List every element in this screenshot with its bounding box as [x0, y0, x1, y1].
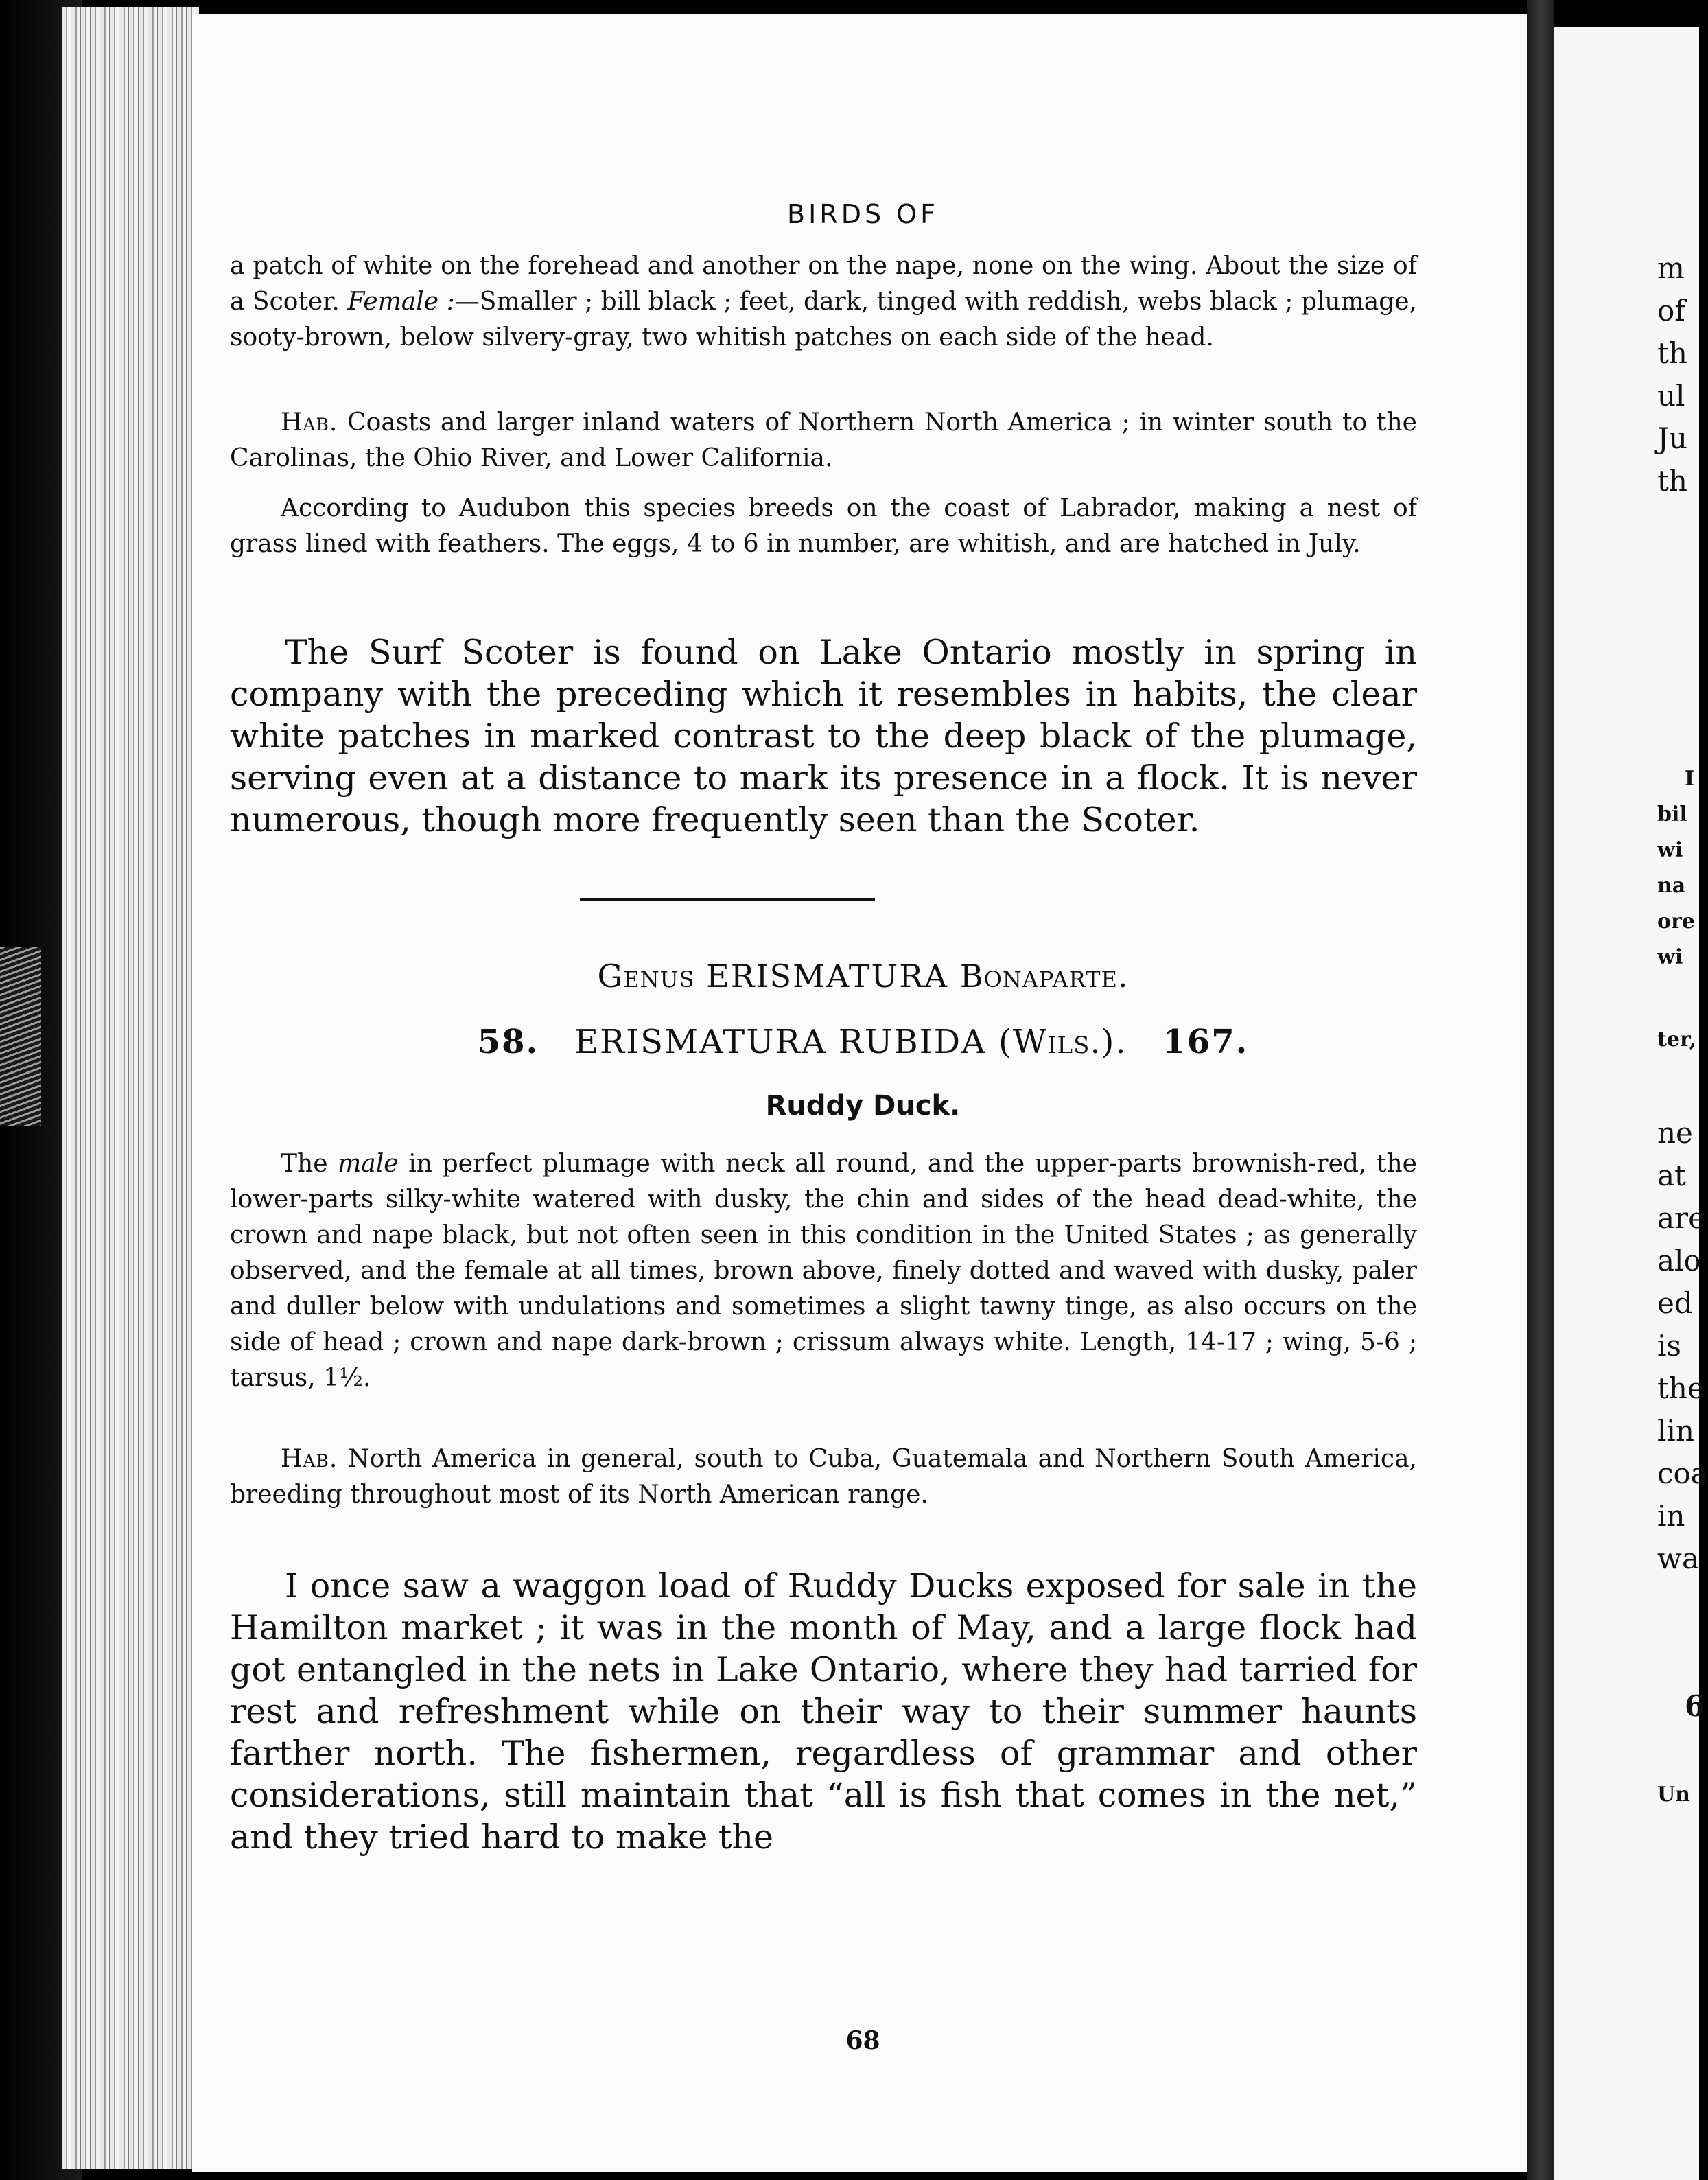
running-head: BIRDS OF — [787, 199, 939, 229]
species-heading — [192, 1023, 1534, 1061]
page-number: 68 — [845, 2026, 880, 2055]
species-number: 58. — [477, 1023, 539, 1061]
facing-frag: the — [1657, 1371, 1705, 1405]
male-description — [230, 1146, 1417, 1396]
facing-frag: ore — [1657, 909, 1695, 934]
facing-frag: ne — [1657, 1116, 1693, 1150]
genus-prefix: Genus — [597, 958, 695, 995]
male-desc-start: The — [281, 1150, 338, 1178]
facing-frag: lin — [1657, 1414, 1694, 1448]
facing-frag: is — [1657, 1329, 1681, 1362]
facing-frag: alo — [1657, 1244, 1701, 1277]
female-desc-rest: —Smaller ; bill black ; feet, dark, tinged with reddish, webs black ; plumage, sooty-brown, below silvery-gray, two whitish patches on each side of the head. — [230, 288, 1417, 351]
bookmark-ribbon — [0, 947, 41, 1126]
common-name: Ruddy Duck. — [765, 1090, 961, 1122]
male-desc-rest: in perfect plumage with neck all round, and the upper-parts brownish-red, the lower-parts silky-white watered with dusky, the chin and sides of the head dead-white, the crown and nape black, but not often seen in this condition in the United States ; as generally observed, and the female at all times, brown above, finely dotted and waved with dusky, paler and duller below with undulations and sometimes a slight tawny tinge, as also occurs on the side of head ; crown and nape dark-brown ; crissum always white. Length, 14-17 ; wing, 5-6 ; tarsus, 1½. — [230, 1150, 1417, 1392]
facing-page — [1554, 27, 1708, 2180]
facing-frag: wi — [1657, 945, 1683, 969]
facing-frag: I — [1685, 767, 1695, 791]
audubon-paragraph: According to Audubon this species breeds on the coast of Labrador, making a nest of grass lined with feathers. The eggs, 4 to 6 in number, are whitish, and are hatched in July. — [230, 494, 1417, 558]
species-author-open: ( — [998, 1023, 1013, 1061]
facing-frag: m — [1657, 251, 1685, 285]
female-desc-start: a patch of white on the forehead and another on the nape, none on the wing. About the size of a Scoter. — [230, 252, 1417, 316]
facing-frag: Ju — [1657, 421, 1687, 455]
male-label: male — [338, 1150, 399, 1178]
facing-frag: wa — [1657, 1542, 1699, 1575]
species-name: ERISMATURA RUBIDA — [574, 1023, 987, 1061]
facing-frag: wi — [1657, 838, 1683, 862]
facing-frag: ter, — [1657, 1028, 1697, 1052]
aou-number: 167. — [1162, 1023, 1249, 1061]
genus-name: ERISMATURA — [706, 958, 949, 995]
female-label: Female : — [347, 288, 455, 316]
section-divider — [580, 898, 875, 901]
facing-number-frag: 6 — [1685, 1689, 1705, 1723]
species-author: Wils. — [1012, 1023, 1101, 1061]
facing-frag: bil — [1657, 802, 1687, 826]
facing-frag: th — [1657, 336, 1687, 370]
facing-frag: at — [1657, 1159, 1686, 1192]
page-edges — [62, 7, 199, 2169]
species-author-close: ). — [1101, 1023, 1127, 1061]
facing-frag: coa — [1657, 1457, 1708, 1490]
female-description — [230, 248, 1417, 356]
facing-frag: ul — [1657, 379, 1685, 413]
facing-frag: of — [1657, 294, 1685, 327]
surf-scoter-paragraph: The Surf Scoter is found on Lake Ontario mostly in spring in company with the preceding which it resembles in habits, the clear white patches in marked contrast to the deep black of the plumage, serving even at a distance to mark its presence in a flock. It is never numerous, though more frequently seen than the Scoter. — [230, 633, 1417, 839]
habitat-2 — [230, 1441, 1417, 1513]
facing-frag: are — [1657, 1201, 1705, 1235]
habitat-1 — [230, 405, 1417, 476]
facing-bottom-frag: Un — [1657, 1783, 1690, 1807]
genus-author: Bonaparte. — [959, 958, 1129, 995]
hab-label-1: Hab. — [281, 408, 338, 437]
hab-label-2: Hab. — [281, 1445, 338, 1473]
ruddy-duck-paragraph: I once saw a waggon load of Ruddy Ducks exposed for sale in the Hamilton market ; it was in the month of May, and a large flock had got entangled in the nets in Lake Ontario, where they had tarried for rest and refreshment while on their way to their summer haunts farther north. The fishermen, regardless of grammar and other considerations, still maintain that “all is fish that comes in the net,” and they tried hard to make the — [230, 1566, 1417, 1857]
facing-frag: in — [1657, 1499, 1685, 1533]
facing-frag: na — [1657, 874, 1686, 898]
facing-frag: ed — [1657, 1286, 1693, 1320]
book-gutter — [1527, 0, 1554, 2180]
hab-text-2: North America in general, south to Cuba, Guatemala and Northern South America, breeding throughout most of its North American range. — [230, 1445, 1417, 1509]
facing-frag: th — [1657, 464, 1687, 498]
hab-text-1: Coasts and larger inland waters of Northern North America ; in winter south to the Carolinas, the Ohio River, and Lower California. — [230, 408, 1417, 472]
genus-heading — [192, 958, 1534, 995]
